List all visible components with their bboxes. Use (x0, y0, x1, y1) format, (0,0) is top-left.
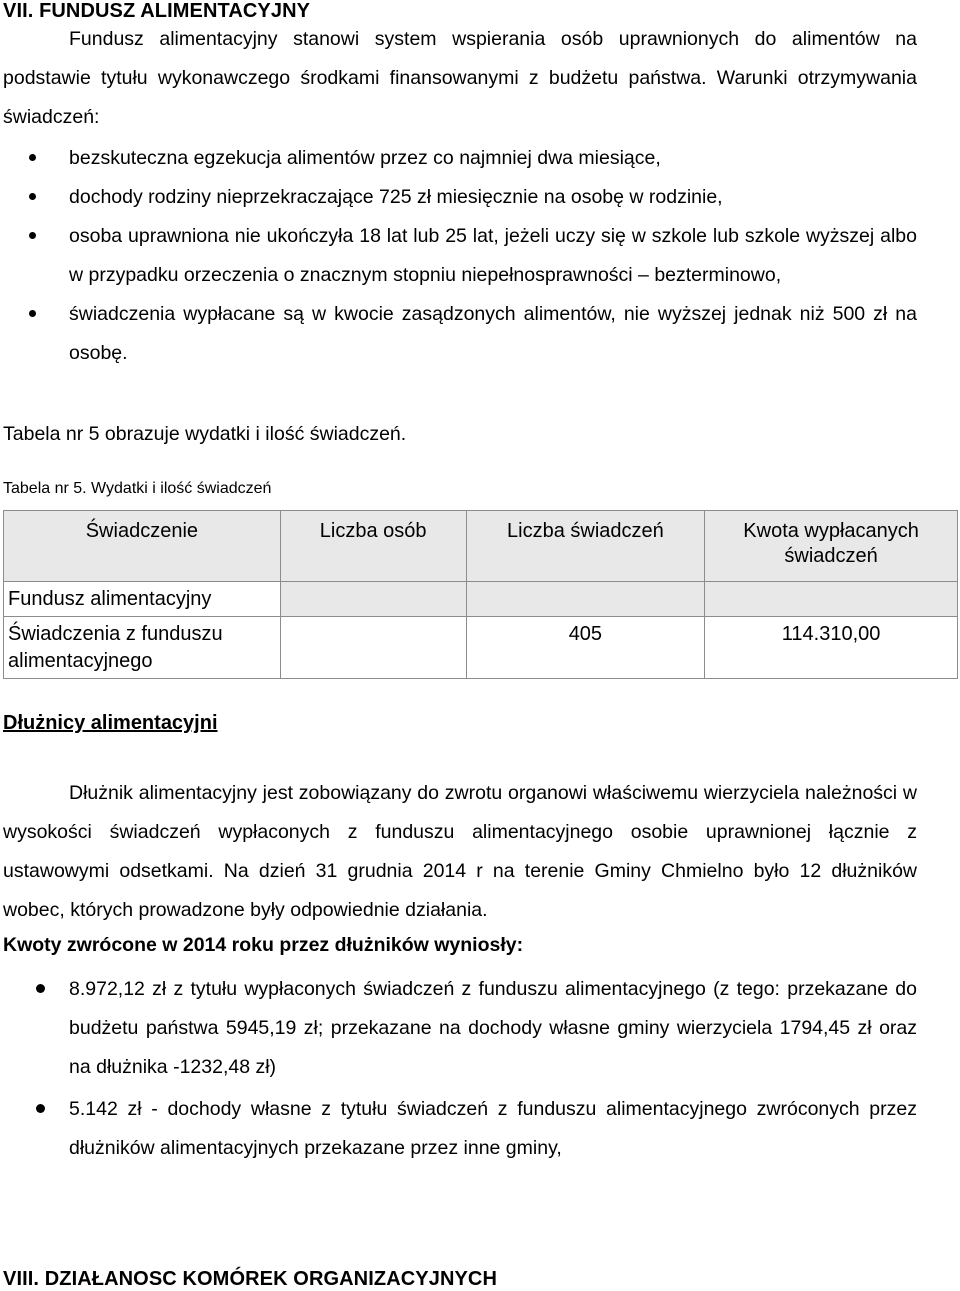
amount-cell: 114.310,00 (705, 617, 958, 679)
row-label-cell: Fundusz alimentacyjny (4, 582, 281, 617)
condition-item (0, 178, 917, 217)
condition-text: dochody rodziny nieprzekraczające 725 zł miesięcznie na osobę w rodzinie, (69, 186, 723, 208)
persons-cell (280, 582, 466, 617)
table-intro-text: Tabela nr 5 obrazuje wydatki i ilość świadczeń. (3, 423, 407, 445)
row-label-cell: Świadczenia z funduszu alimentacyjnego (4, 617, 281, 679)
returned-amounts-list (0, 970, 917, 1168)
debtors-heading: Dłużnicy alimentacyjni (3, 712, 218, 734)
bullet-icon (36, 984, 45, 993)
condition-text: osoba uprawniona nie ukończyła 18 lat lub 25 lat, jeżeli uczy się w szkole lub szkole wyższej albo w przypadku orzeczenia o znacznym stopniu niepełnosprawności – bezterminowo, (69, 225, 917, 286)
table-header-row (4, 511, 958, 582)
header-cell: Liczba świadczeń (466, 511, 705, 582)
condition-text: bezskuteczna egzekucja alimentów przez co najmniej dwa miesiące, (69, 147, 661, 169)
bullet-icon (29, 310, 36, 317)
table-row (4, 617, 958, 679)
returned-text: 5.142 zł - dochody własne z tytułu świadczeń z funduszu alimentacyjnego zwróconych przez dłużników alimentacyjnych przekazane przez inne gminy, (69, 1098, 917, 1159)
condition-item (0, 295, 917, 373)
header-cell: Kwota wypłacanych świadczeń (705, 511, 958, 582)
section-7-title: VII. FUNDUSZ ALIMENTACYJNY (3, 0, 311, 22)
header-cell: Świadczenie (4, 511, 281, 582)
amount-cell (705, 582, 958, 617)
count-cell: 405 (466, 617, 705, 679)
count-cell (466, 582, 705, 617)
section-8-title: VIII. DZIAŁANOSC KOMÓREK ORGANIZACYJNYCH (3, 1268, 498, 1290)
fund-intro-paragraph: Fundusz alimentacyjny stanowi system wspierania osób uprawnionych do alimentów na podstawie tytułu wykonawczego środkami finansowanymi z budżetu państwa. Warunki otrzymywania świadczeń: (3, 28, 917, 128)
condition-item (0, 139, 917, 178)
benefits-table (3, 510, 958, 679)
bullet-icon (29, 193, 36, 200)
eligibility-conditions-list (0, 139, 917, 373)
returned-item (0, 1090, 917, 1168)
debtors-paragraph: Dłużnik alimentacyjny jest zobowiązany do zwrotu organowi właściwemu wierzyciela należności w wysokości świadczeń wypłaconych z funduszu alimentacyjnego osobie uprawnionej łącznie z ustawowymi odsetkami. Na dzień 31 grudnia 2014 r na terenie Gminy Chmielno było 12 dłużników wobec, których prowadzone były odpowiednie działania. (3, 782, 917, 921)
bullet-icon (36, 1104, 45, 1113)
condition-text: świadczenia wypłacane są w kwocie zasądzonych alimentów, nie wyższej jednak niż 500 zł na osobę. (69, 303, 917, 364)
returned-amounts-heading: Kwoty zwrócone w 2014 roku przez dłużników wyniosły: (3, 934, 524, 956)
persons-cell (280, 617, 466, 679)
header-cell: Liczba osób (280, 511, 466, 582)
returned-text: 8.972,12 zł z tytułu wypłaconych świadczeń z funduszu alimentacyjnego (z tego: przekazane do budżetu państwa 5945,19 zł; przekazane na dochody własne gminy wierzyciela 1794,45 zł oraz na dłużnika -1232,48 zł) (69, 978, 917, 1078)
returned-item (0, 970, 917, 1087)
bullet-icon (29, 232, 36, 239)
bullet-icon (29, 154, 36, 161)
condition-item (0, 217, 917, 295)
table-row (4, 582, 958, 617)
table-caption: Tabela nr 5. Wydatki i ilość świadczeń (3, 480, 272, 497)
